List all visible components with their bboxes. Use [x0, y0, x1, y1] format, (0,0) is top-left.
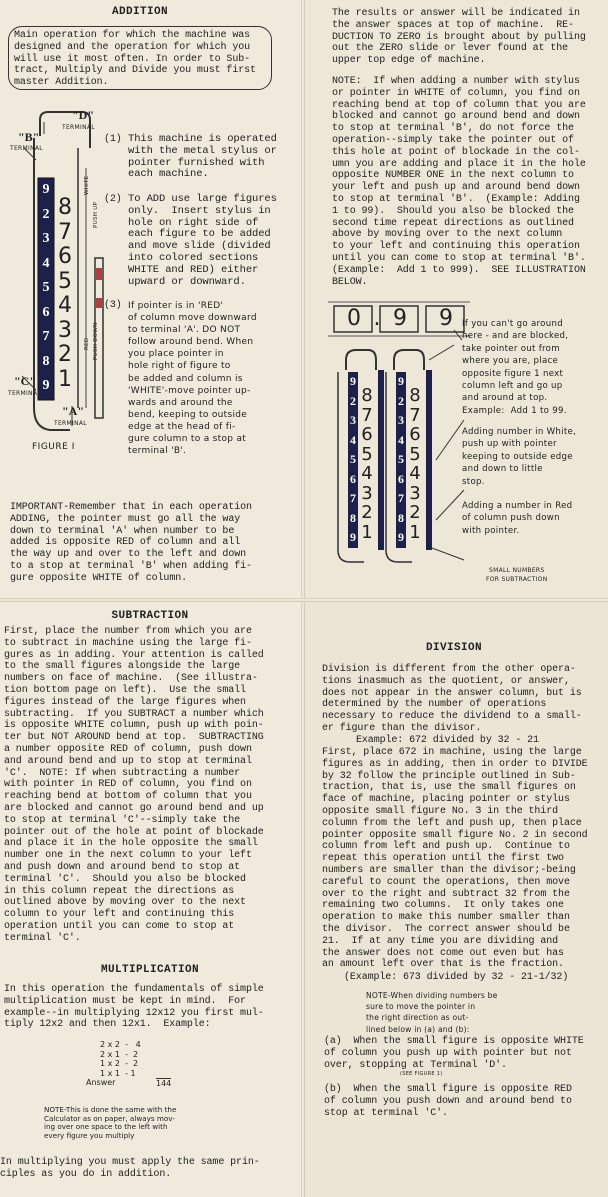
large-digit: 2	[58, 342, 72, 367]
illus-small-digit: 9	[398, 374, 404, 388]
illus-large-digit: 2	[409, 502, 421, 523]
large-digit: 7	[58, 219, 72, 245]
illus-large-column-1	[358, 386, 376, 542]
small-digit: 4	[42, 255, 50, 271]
label-push-up: PUSH UP	[93, 201, 99, 228]
illus-small-digit: 5	[350, 452, 356, 466]
small-numbers-label: SMALL NUMBERS FOR SUBTRACTION	[486, 567, 548, 583]
multiplication-note: NOTE-This is done the same with the Calculator as on paper, always mov- ing over one space to the left with every figure you multiply	[44, 1105, 177, 1140]
division-example-2: (Example: 673 divided by 32 - 21-1/32)	[344, 972, 569, 983]
illus-small-digit: 9	[350, 374, 356, 388]
subtraction-panel	[0, 600, 302, 1197]
illus-small-digit: 2	[350, 393, 356, 408]
reduction-text: The results or answer will be indicated in the answer spaces at top of machine. RE- DUCTION TO ZERO is brought about by pulling out the ZERO slide or lever found at the upper top edge of machine.	[332, 8, 586, 67]
example-row: 2 x 2 - 4	[100, 1040, 141, 1049]
reduction-panel	[304, 0, 608, 600]
illus-large-digit: 7	[361, 404, 373, 426]
division-body: First, place 672 in machine, using the large figures as in adding, then in order to DIVIDE by 32 follow the principle outlined in Sub- traction, that is, use the small figures on face of machine, placing pointer or stylus opposite small figure No. 3 in the third column from the left and push up, then place pointer opposite small figure No. 2 in second column from left and push up. Continue to repeat this operation until the first two numbers are smaller than the divisor;-being careful to count the operations, then move over to the right and subtract 32 from the remaining two columns. It only takes one operation to make this number smaller than the divisor. The correct answer should be 21. If at any time you are dividing and the answer does not come out even but has an amount left over that is the fraction.	[322, 747, 588, 971]
small-digit: 2	[42, 206, 50, 222]
illus-large-digit: 7	[409, 404, 421, 426]
illus-small-digit: 8	[398, 510, 404, 525]
small-digit: 8	[42, 353, 50, 369]
large-digit: 4	[58, 293, 72, 318]
illus-large-digit: 3	[409, 482, 421, 504]
blocked-note: NOTE: If when adding a number with stylus or pointer in WHITE of column, you find on reaching bend at top of column that you are blocked and cannot go around bend and down to stop at terminal 'B', do not force the operation--simply take the pointer out of this hole at point of blockade in the col- umn you are adding and place it in the hole opposite NUMBER ONE in the next column to your left and push up and around bend down to stop at terminal 'B'. (Example: Adding 1 to 99). Should you also be blocked the second time repeat directions as outlined above by moving over to the next column to your left and continuing this operation until you can come to stop at terminal 'B'. (Example: Add 1 to 999). SEE ILLUSTRATION BELOW.	[332, 76, 586, 288]
example-row: 1 x 1 - 1	[100, 1068, 136, 1078]
answer-value: 144	[156, 1079, 172, 1088]
important-note: IMPORTANT-Remember that in each operation ADDING, the pointer must go all the way down to terminal 'A' when number to be added is opposite RED of column and all the way up and over to the left and down to a stop at terminal 'B' when adding fi- gure opposite WHITE of column.	[10, 502, 252, 584]
label-d: "D"	[72, 108, 94, 122]
illus-small-digit: 7	[398, 491, 404, 505]
illus-small-digit: 9	[398, 530, 404, 544]
small-digit: 9	[42, 378, 50, 393]
display-dot: .	[373, 306, 381, 331]
large-digit: 8	[58, 195, 72, 220]
division-example-1: Example: 672 divided by 32 - 21	[356, 735, 539, 746]
division-panel	[304, 600, 608, 1197]
subtraction-title: SUBTRACTION	[111, 610, 189, 622]
illus-large-digit: 5	[361, 443, 373, 465]
illus-large-digit: 4	[409, 463, 421, 484]
division-item-a: (a) When the small figure is opposite WHITE of column you push up with pointer but not over, stopping at Terminal 'D'.	[324, 1036, 584, 1071]
multiplication-example	[100, 1040, 141, 1078]
label-red: RED	[84, 337, 90, 350]
illus-large-digit: 4	[361, 463, 373, 484]
illus-large-digit: 1	[361, 521, 373, 543]
figure-1-caption: FIGURE I	[32, 442, 75, 452]
addition-intro: Main operation for which the machine was designed and the operation for which you will use it most often. In order to Sub- tract, Multiply and Divide you must first master Addition.	[14, 30, 256, 89]
illus-note-red: Adding a number in Red of column push down with pointer.	[462, 501, 573, 536]
illus-note-white: Adding number in White, push up with pointer keeping to outside edge and down to little stop.	[462, 427, 577, 487]
subtraction-text: First, place the number from which you are to subtract in machine using the large fi- gures as in adding. Your attention is called to the small figures alongside the large numbers on face of machine. (See illustra- tion bottom page on left). Use the small figures instead of the large figures when subtracting. If you SUBTRACT a number which is opposite WHITE column, push up with poin- ter but NOT AROUND bend at top. SUBTRACTING a number opposite RED of column, push down and around bend and up to stop at terminal 'C'. NOTE: If when subtracting a number with pointer in RED of column, you find on reaching bend at bottom of column that you are blocked and cannot go around bend and up to stop at terminal 'C'--simply take the pointer out of the hole at point of blockade and place it in the hole opposite the small number one in the next column to your left and push down and around bend to stop at terminal 'C'. Should you also be blocked in this column repeat the directions as outlined above by moving over to the next column to your left and continuing this operation until you can come to stop at terminal 'C'.	[4, 626, 264, 944]
illus-small-digit: 9	[350, 530, 356, 544]
large-digit: 1	[58, 366, 72, 392]
label-a: "A"	[62, 404, 84, 418]
illus-small-digit: 6	[398, 471, 404, 486]
illus-large-digit: 3	[361, 482, 373, 504]
illus-large-digit: 6	[361, 424, 373, 445]
multiplication-text: In this operation the fundamentals of simple multiplication must be kept in mind. For example--in multiplying 12x12 you first mul- tiply 12x2 and then 12x1. Example:	[4, 984, 264, 1031]
illus-note-blocked: If you can't go around here - and are blocked, take pointer out from where you are, place opposite figure 1 next column left and go up and around at top. Example: Add 1 to 99.	[462, 319, 569, 416]
small-digit: 9	[42, 182, 50, 197]
display-digit: 0	[347, 306, 361, 331]
display-digit: 9	[439, 306, 453, 331]
step-2-number: (2)	[104, 194, 122, 205]
division-item-b: (b) When the small figure is opposite RED of column you push down and around bend to stop at terminal 'C'.	[324, 1084, 572, 1119]
small-digit-column	[38, 178, 54, 399]
illus-large-digit: 6	[409, 424, 421, 445]
display-digit: 9	[393, 306, 407, 331]
small-digit: 6	[42, 304, 50, 320]
multiplication-closing: In multiplying you must apply the same prin- ciples as you do in addition.	[0, 1157, 260, 1180]
label-b: "B"	[18, 130, 40, 144]
illus-small-column-2	[396, 372, 406, 548]
large-digit-column	[54, 196, 76, 392]
small-digit: 3	[42, 231, 50, 246]
label-c: "C"	[14, 374, 36, 388]
label-terminal-b: TERMINAL	[10, 145, 43, 152]
large-digit: 3	[58, 317, 72, 343]
label-terminal-a: TERMINAL	[54, 420, 87, 427]
division-intro: Division is different from the other opera- tions inasmuch as the quotient, or answer, does not appear in the answer column, but is determined by the number of operations necessary to reduce the dividend to a small- er figure than the divisor.	[322, 664, 582, 734]
step-3-number: (3)	[104, 300, 122, 311]
illus-small-digit: 4	[350, 432, 356, 447]
illus-small-digit: 3	[398, 413, 404, 427]
large-digit: 6	[58, 244, 72, 269]
illus-small-column-1	[348, 372, 358, 548]
label-white: WHITE	[84, 175, 90, 195]
label-push-down: PUSH DOWN	[93, 322, 99, 360]
addition-panel	[0, 0, 302, 600]
step-3-text: If pointer is in 'RED' of column move downward to terminal 'A'. DO NOT follow around bend. When you place pointer in hole right of figure to be added and column is 'WHITE'-move pointer up- wards and around the bend, keeping to outside edge at the head of fi- gure column to a stop at terminal 'B'.	[128, 301, 257, 457]
step-2-text: To ADD use large figures only. Insert stylus in hole on right side of each figure to be added and move slide (divided into colored sections WHITE and RED) either upward or downward.	[128, 193, 277, 288]
illus-small-digit: 6	[350, 471, 356, 486]
small-digit: 5	[42, 280, 50, 295]
illus-small-digit: 8	[350, 510, 356, 525]
division-title: DIVISION	[425, 642, 482, 654]
horizontal-fold	[0, 598, 608, 602]
illus-small-digit: 4	[398, 432, 404, 447]
label-terminal-c: TERMINAL	[8, 390, 41, 397]
illus-small-digit: 2	[398, 393, 404, 408]
small-digit: 7	[42, 329, 50, 344]
division-note: NOTE-When dividing numbers be sure to move the pointer in the right direction as out- lined below in (a) and (b):	[366, 991, 498, 1034]
answer-label: Answer	[86, 1078, 116, 1087]
illus-small-digit: 7	[350, 491, 356, 505]
see-figure-1: (SEE FIGURE 1)	[400, 1071, 443, 1077]
illus-large-digit: 8	[361, 385, 373, 406]
illus-large-digit: 2	[361, 502, 373, 523]
step-1-number: (1)	[104, 134, 122, 145]
multiplication-title: MULTIPLICATION	[100, 964, 199, 976]
illus-large-digit: 5	[409, 443, 421, 465]
illus-small-digit: 3	[350, 413, 356, 427]
example-row: 1 x 2 - 2	[100, 1059, 139, 1068]
illus-large-column-2	[406, 386, 424, 542]
example-row: 2 x 1 - 2	[100, 1049, 139, 1059]
step-1-text: This machine is operated with the metal stylus or pointer furnished with each machine.	[128, 133, 277, 181]
illus-large-digit: 1	[409, 521, 421, 543]
addition-title: ADDITION	[111, 6, 168, 18]
label-terminal-d: TERMINAL	[62, 124, 95, 131]
large-digit: 5	[58, 268, 72, 294]
illus-small-digit: 5	[398, 452, 404, 466]
illus-large-digit: 8	[409, 385, 421, 406]
